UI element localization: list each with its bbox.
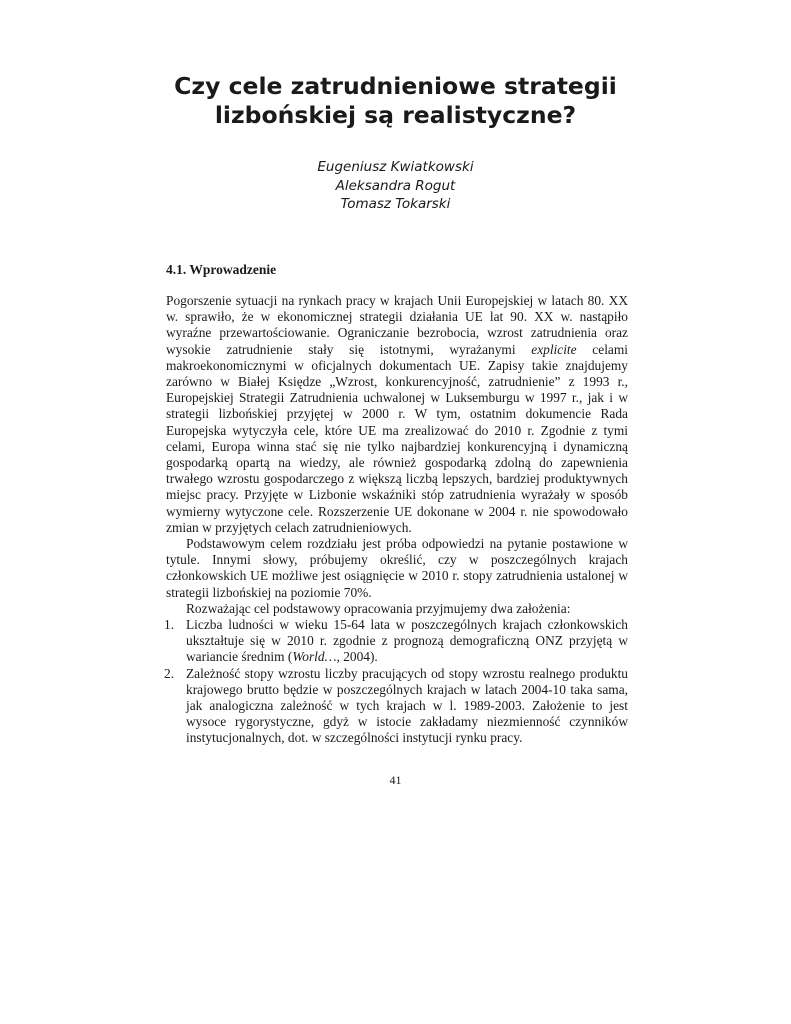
emphasis-world: World… [292,649,337,665]
chapter-title [120,72,671,130]
emphasis-explicite: explicite [531,341,577,357]
chapter-title-line-1: Czy cele zatrudnieniowe strategii [174,72,617,100]
body-text [166,293,628,747]
page-number: 41 [389,773,402,787]
author-list [120,158,671,214]
section-number: 4.1. [166,262,187,277]
chapter-title-line-2: lizbońskiej są realistyczne? [214,101,577,129]
list-item-text: Zależność stopy wzrostu liczby pracujących od stopy wzrostu realnego produktu krajowego brutto będzie w poszczególnych krajach w latach 2004-10 taka sama, jak analogiczna zależność w tych krajach w l. 1989-2003. Założenie to jest wysoce rygorystyczne, gdyż w istocie zakładamy niezmienność czynników instytucjonalnych, dot. w szczególności instytucji rynku pracy. [186,665,628,746]
paragraph-1-part-b: celami makroekonomicznymi w oficjalnych dokumentach UE. Zapisy takie znajdujemy zarówno w Białej Księdze „Wzrost, konkurencyjność, zatrudnienie” z 1993 r., Europejskiej Strategii Zatrudnienia uchwalonej w Luksemburgu w 1997 r., jak i w strategii lizbońskiej przyjętej w 2000 r. W tym, ostatnim dokumencie Rada Europejska wytyczyła cele, które UE ma zrealizować do 2010 r. Zgodnie z tymi celami, Europa winna stać się nie tylko najbardziej konkurencyjną i dynamiczną gospodarką opartą na wiedzy, ale również gospodarką zdolną do zapewnienia trwałego wzrostu gospodarczego z większą liczbą lepszych, bardziej produktywnych miejsc pracy. Przyjęte w Lizbonie wskaźniki stóp zatrudnienia wyrażały w sposób wymierny wytyczone cele. Rozszerzenie UE dokonane w 2004 r. nie spowodowało zmian w przyjętych celach zatrudnieniowych. [166,341,628,535]
paragraph-1 [166,293,628,536]
list-item-number: 1. [164,617,175,633]
paragraph-2: Podstawowym celem rozdziału jest próba odpowiedzi na pytanie postawione w tytule. Innymi słowy, próbujemy określić, czy w poszczególnych krajach członkowskich UE możliwe jest osiągnięcie w 2010 r. stopy zatrudnienia ustalonej w strategii lizbońskiej na poziomie 70%. [166,536,628,600]
section-title: Wprowadzenie [189,262,277,277]
author-name: Aleksandra Rogut [335,177,456,194]
author-name: Tomasz Tokarski [340,196,451,212]
list-item [166,617,628,666]
list-item-number: 2. [164,665,175,681]
section-heading [166,262,276,278]
list-item-text-b: , 2004). [336,649,378,665]
list-item [166,666,628,747]
paragraph-1-part-a: Pogorszenie sytuacji na rynkach pracy w krajach Unii Europejskiej w latach 80. XX w. sprawiło, że w ekonomicznej strategii działania UE lat 90. XX w. nastąpiło wyraźne przewartościowanie. Ograniczanie bezrobocia, wzrost zatrudnienia oraz wysokie zatrudnienie stały się istotnymi, wyrażanymi [166,293,628,357]
list-item-text-a: Liczba ludności w wieku 15-64 lata w poszczególnych krajach członkowskich ukształtuje się w 2010 r. zgodnie z prognozą demograficzną ONZ przyjętą w wariancie średnim ( [186,617,628,665]
assumption-list [166,617,628,747]
author-name: Eugeniusz Kwiatkowski [317,159,474,175]
paragraph-3: Rozważając cel podstawowy opracowania przyjmujemy dwa założenia: [186,600,571,616]
